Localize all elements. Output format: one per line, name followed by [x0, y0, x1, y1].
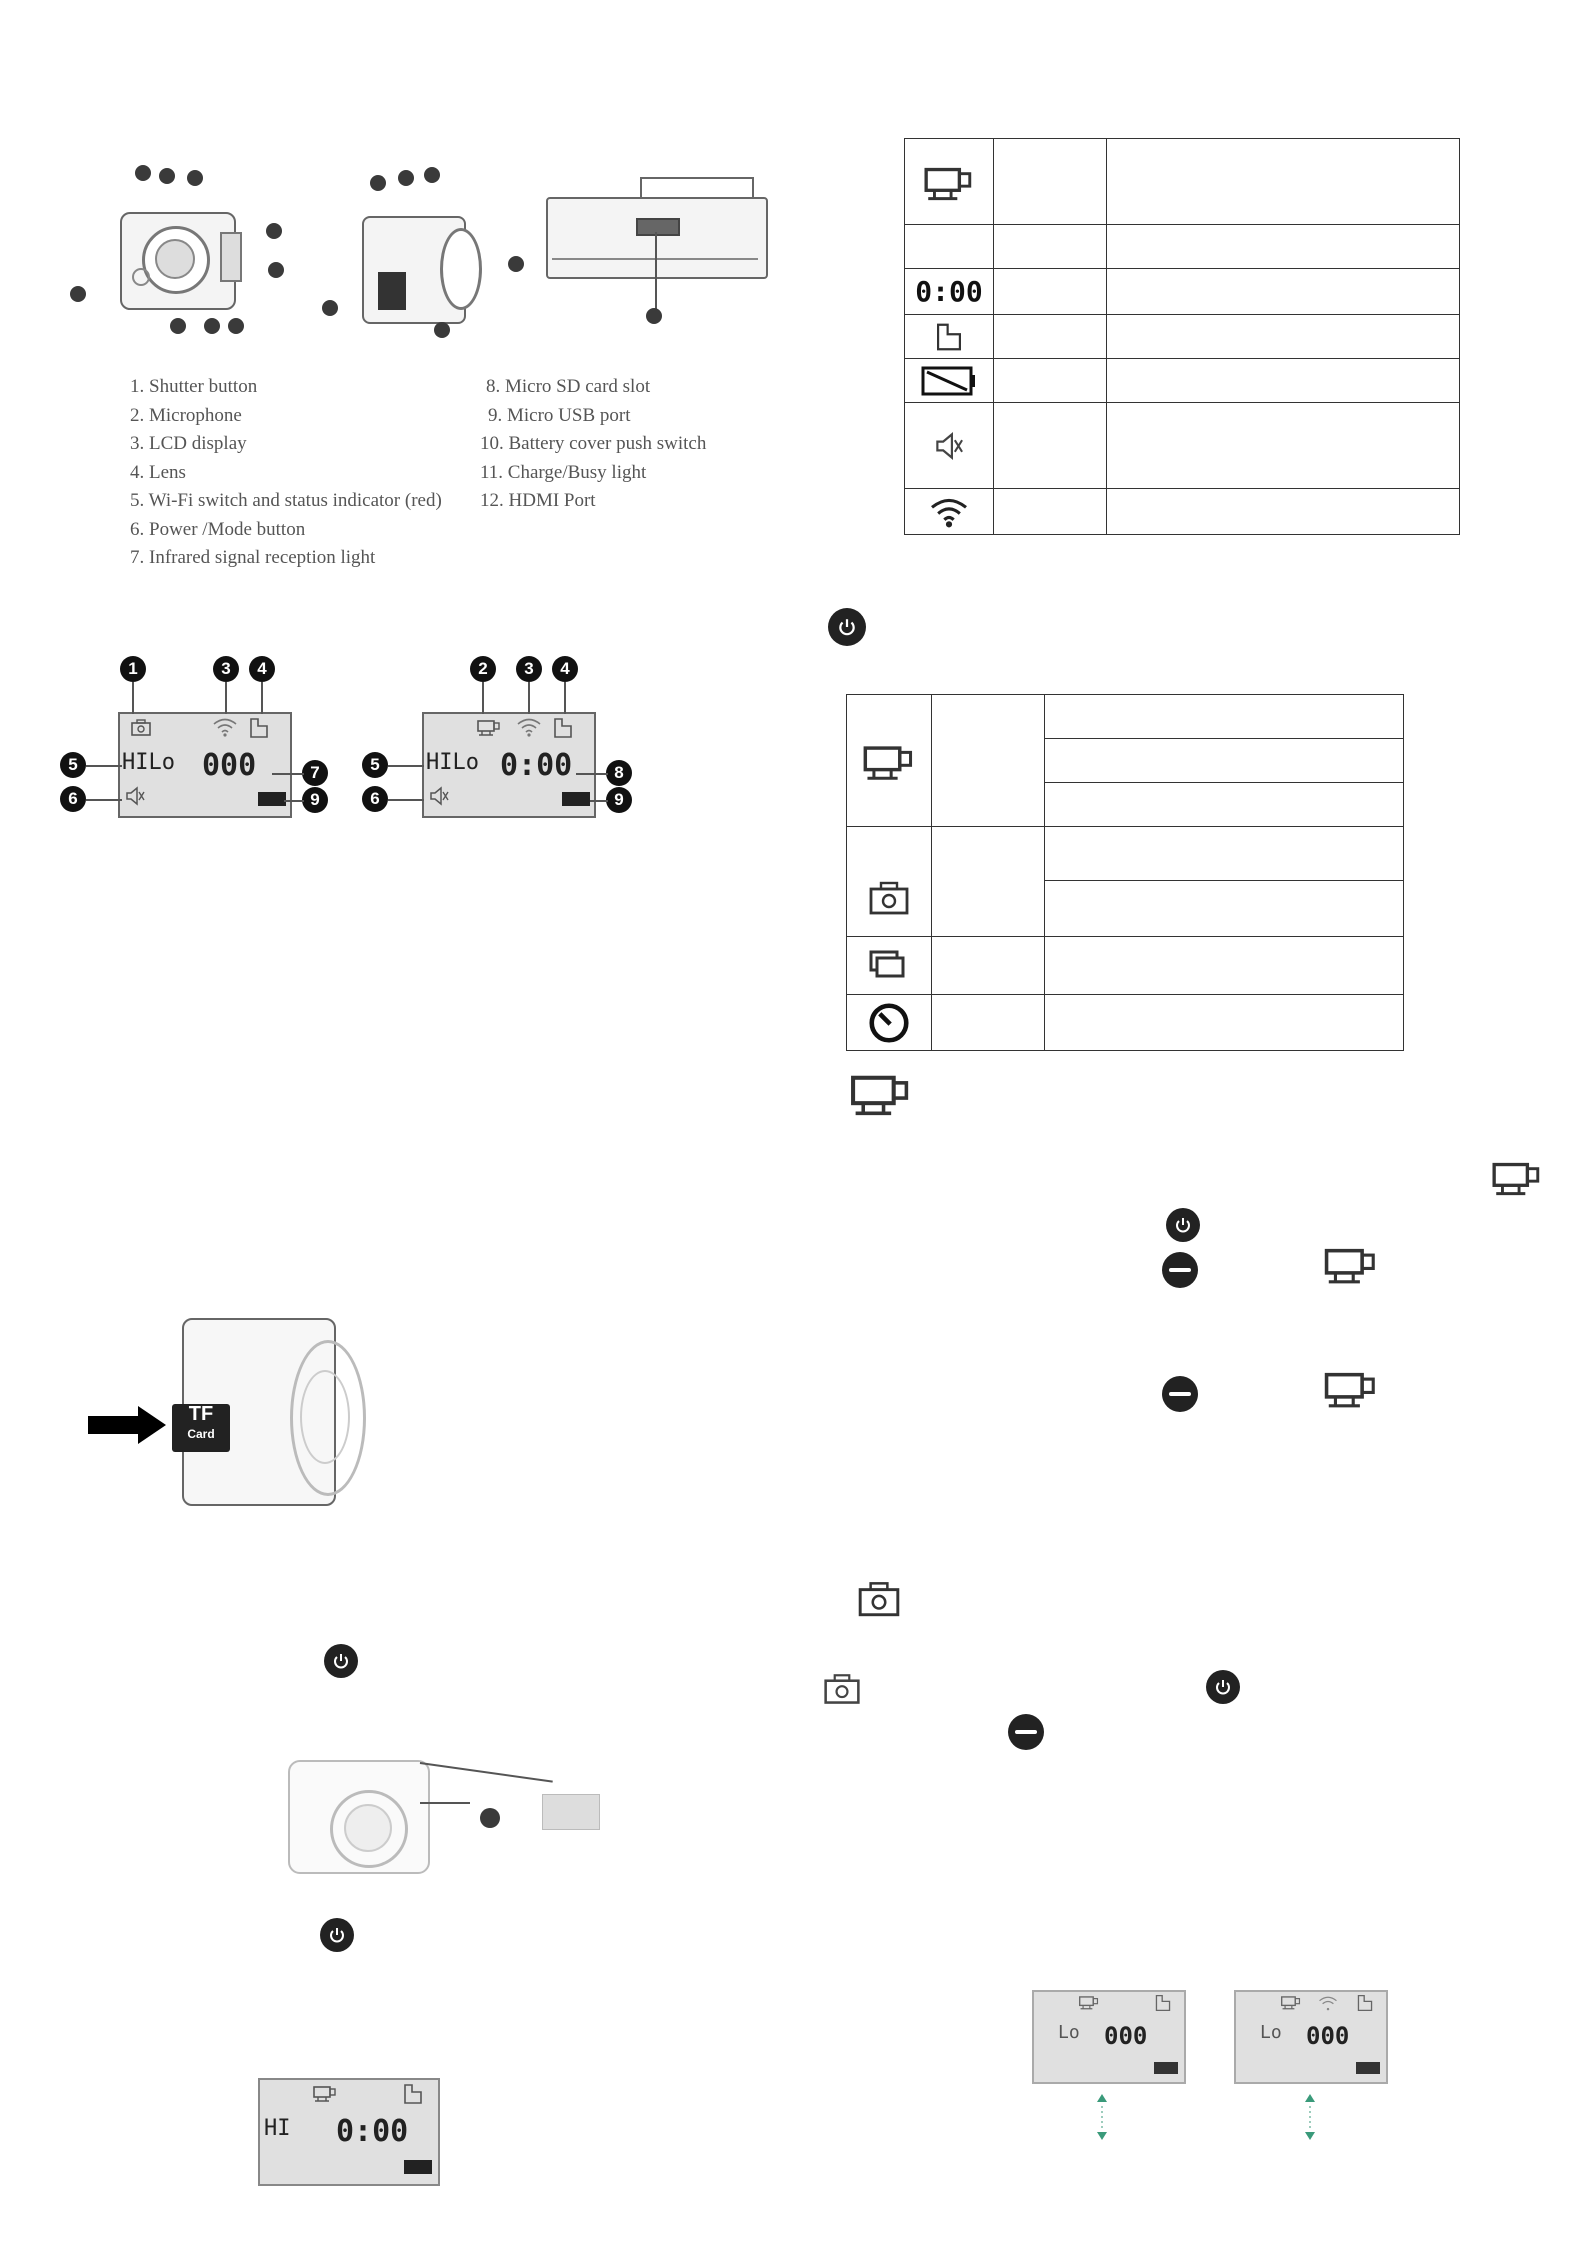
callout-dot [159, 168, 175, 184]
photo-camera-icon [867, 877, 911, 917]
lcd-display-video [422, 712, 596, 818]
part-item: 11. Charge/Busy light [480, 461, 647, 483]
shot-counter: 000 [1104, 2022, 1148, 2050]
memory-card-icon [934, 322, 964, 352]
callout-dot [268, 262, 284, 278]
part-item: 9. Micro USB port [488, 404, 631, 426]
callout-dot [480, 1808, 500, 1828]
callout-dot [228, 318, 244, 334]
power-button-icon [1206, 1670, 1240, 1704]
shot-counter: 000 [202, 748, 257, 783]
callout-9: 9 [606, 787, 632, 813]
quality-label: Lo [1260, 2022, 1282, 2043]
video-camera-icon [1078, 1994, 1100, 2010]
wifi-icon [516, 716, 542, 738]
lcd-display-lo-2 [1234, 1990, 1388, 2084]
part-item: 8. Micro SD card slot [486, 376, 651, 397]
arrow-right-icon [138, 1406, 166, 1444]
part-item: 4. Lens [130, 461, 186, 483]
up-down-arrow-icon [1094, 2092, 1110, 2142]
timer-digits-icon: 0:00 [915, 275, 983, 308]
callout-5: 5 [60, 752, 86, 778]
video-camera-icon [1322, 1244, 1380, 1284]
callout-dot [70, 286, 86, 302]
callout-3: 3 [213, 656, 239, 682]
wifi-icon [1318, 1994, 1338, 2012]
shot-counter: 000 [1306, 2022, 1350, 2050]
callout-1: 1 [120, 656, 146, 682]
tf-card [172, 1404, 230, 1452]
callout-6: 6 [362, 786, 388, 812]
mute-speaker-icon [933, 431, 965, 461]
callout-7: 7 [302, 760, 328, 786]
callout-dot [398, 170, 414, 186]
memory-card-icon [1356, 1994, 1374, 2012]
part-item: 12. HDMI Port [480, 490, 596, 511]
battery-icon [921, 366, 977, 396]
power-button-icon [828, 608, 866, 646]
callout-6: 6 [60, 786, 86, 812]
callout-dot [424, 167, 440, 183]
callout-4: 4 [249, 656, 275, 682]
battery-icon [562, 792, 590, 806]
video-camera-icon [861, 741, 917, 781]
record-time: 0:00 [336, 2114, 409, 2149]
callout-4: 4 [552, 656, 578, 682]
callout-dot [322, 300, 338, 316]
shutter-button-icon [1162, 1376, 1198, 1412]
callout-3: 3 [516, 656, 542, 682]
part-item: 2. Microphone [130, 404, 242, 426]
battery-icon [1154, 2062, 1178, 2074]
callout-dot [508, 256, 524, 272]
shutter-button-icon [1008, 1714, 1044, 1750]
lcd-display-photo [118, 712, 292, 818]
video-camera-icon [1280, 1994, 1302, 2010]
memory-card-icon [402, 2083, 424, 2105]
video-camera-icon [922, 162, 976, 202]
up-down-arrow-icon [1302, 2092, 1318, 2142]
lcd-display-hi [258, 2078, 440, 2186]
callout-dot [434, 322, 450, 338]
photo-camera-icon [822, 1670, 862, 1706]
mode-table [846, 694, 1404, 1051]
part-item: 6. Power /Mode button [130, 518, 306, 540]
callout-dot [135, 165, 151, 181]
memory-card-icon [1154, 1994, 1172, 2012]
part-item: 10. Battery cover push switch [480, 433, 707, 454]
lcd-display-lo-1 [1032, 1990, 1186, 2084]
part-item: 1. Shutter button [130, 376, 258, 397]
memory-card-icon [248, 717, 270, 739]
quality-label: HI [264, 2116, 291, 2141]
video-camera-icon [312, 2084, 338, 2102]
shutter-button-icon [1162, 1252, 1198, 1288]
parts-list-right [480, 373, 706, 516]
quality-label: Lo [1058, 2022, 1080, 2043]
mute-speaker-icon [428, 786, 450, 806]
memory-card-icon [552, 717, 574, 739]
callout-dot [266, 223, 282, 239]
mute-speaker-icon [124, 786, 146, 806]
burst-photo-icon [867, 948, 911, 984]
quality-label: HILo [122, 750, 175, 775]
callout-5: 5 [362, 752, 388, 778]
part-item: 3. LCD display [130, 433, 247, 454]
callout-9: 9 [302, 787, 328, 813]
video-camera-icon [1322, 1368, 1380, 1408]
record-time: 0:00 [500, 748, 573, 783]
callout-2: 2 [470, 656, 496, 682]
battery-icon [404, 2160, 432, 2174]
power-button-icon [320, 1918, 354, 1952]
quality-label: HILo [426, 750, 479, 775]
callout-dot [370, 175, 386, 191]
battery-icon [258, 792, 286, 806]
callout-8: 8 [606, 760, 632, 786]
power-button-icon [1166, 1208, 1200, 1242]
tf-card-label: TF [188, 1403, 214, 1425]
power-button-icon [324, 1644, 358, 1678]
tf-card-sublabel: Card [187, 1427, 215, 1441]
callout-dot [170, 318, 186, 334]
part-item: 5. Wi-Fi switch and status indicator (red) [130, 490, 442, 511]
wifi-icon [212, 716, 238, 738]
callout-dot [187, 170, 203, 186]
callout-dot [646, 308, 662, 324]
video-camera-icon [476, 718, 502, 736]
battery-icon [1356, 2062, 1380, 2074]
status-icons-table [904, 138, 1460, 535]
photo-camera-icon [130, 718, 152, 736]
wifi-icon [928, 495, 970, 529]
callout-dot [204, 318, 220, 334]
self-timer-icon [866, 1000, 912, 1046]
parts-list-left [130, 373, 442, 573]
video-camera-icon [848, 1070, 914, 1116]
part-item: 7. Infrared signal reception light [130, 547, 376, 568]
video-camera-icon [1490, 1158, 1544, 1196]
photo-camera-icon [856, 1578, 902, 1618]
